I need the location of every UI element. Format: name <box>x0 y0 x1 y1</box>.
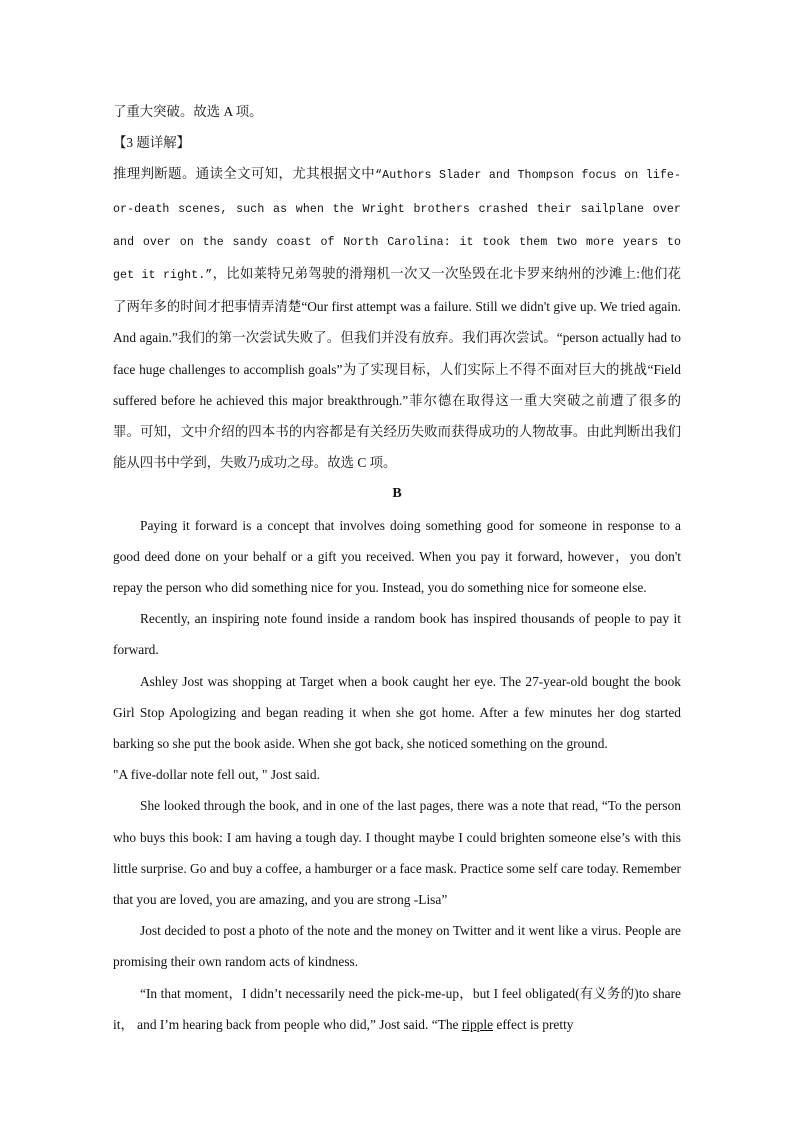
q3-text-1: ，比如莱特兄弟驾驶的滑翔机一次又一次坠毁在北卡罗来纳州的沙滩上:他们花了两年多的时间才把事情弄清楚 <box>113 266 681 315</box>
section-b-heading: B <box>392 486 402 502</box>
q3-quote-1: “Authors Slader and Thompson focus on life-or-death scenes, such as when the Wright brothers crashed their sailplane over and over on the sandy coast of North Carolina: it took them two more years to get it right.” <box>113 169 682 283</box>
passage-paragraph-2: Recently, an inspiring note found inside a random book has inspired thousands of people to pay it forward. <box>113 611 681 658</box>
passage-paragraph-1: Paying it forward is a concept that involves doing something good for someone in response to a good deed done on your behalf or a gift you received. When you pay it forward, however，you don't repay the person who did something nice for you. Instead, you do something nice for someone else. <box>113 517 681 596</box>
p6-start: “In that moment，I didn’t necessarily need the pick-me-up，but I feel obligated(有义务的)to share it， and I’m hearing back from people who did,” Jost said. “The <box>113 985 681 1032</box>
question-3-heading: 【3 题详解】 <box>113 135 190 151</box>
q3-quote-2: “Our first attempt was a failure. Still we didn't give up. We tried again. And again.” <box>113 299 681 346</box>
passage-paragraph-4: She looked through the book, and in one of the last pages, there was a note that read, “To the person who buys this book: I am having a tough day. I thought maybe I could brighten someone else’s with this little surprise. Go and buy a coffee, a hamburger or a face mask. Practice some self care today. Remember that you are loved, you are amazing, and you are strong -Lisa” <box>113 798 681 908</box>
q3-lead: 推理判断题。通读全文可知，尤其根据文中 <box>113 166 376 182</box>
passage-paragraph-3: Ashley Jost was shopping at Target when a book caught her eye. The 27-year-old bought the book Girl Stop Apologizing and began reading it when she got home. After a few minutes her dog started barking so she put the book aside. When she got back, she noticed something on the ground. <box>113 673 681 752</box>
passage-paragraph-5: Jost decided to post a photo of the note and the money on Twitter and it went like a virus. People are promising their own random acts of kindness. <box>113 923 681 970</box>
underlined-word-ripple: ripple <box>461 1016 494 1032</box>
q3-text-3: 为了实现目标，人们实际上不得不面对巨大的挑战 <box>342 361 648 377</box>
passage-paragraph-6 <box>113 978 681 1040</box>
q3-quote-4: “Field suffered before he achieved this major breakthrough.” <box>113 361 681 408</box>
answer-continuation: 了重大突破。故选 A 项。 <box>113 104 263 119</box>
passage-quote-line: "A five-dollar note fell out, " Jost said. <box>113 767 320 783</box>
p6-end: effect is pretty <box>493 1016 574 1032</box>
q3-text-4: 菲尔德在取得这一重大突破之前遭了很多的罪。可知，文中介绍的四本书的内容都是有关经历失败而获得成功的人物故事。由此判断出我们能从四书中学到，失败乃成功之母。故选 C 项。 <box>113 392 682 471</box>
q3-text-2: 我们的第一次尝试失败了。但我们并没有放弃。我们再次尝试。 <box>177 330 557 346</box>
question-3-explanation <box>113 158 681 478</box>
q3-quote-3: “person actually had to face huge challenges to accomplish goals” <box>113 330 681 377</box>
document-content <box>113 96 681 1040</box>
